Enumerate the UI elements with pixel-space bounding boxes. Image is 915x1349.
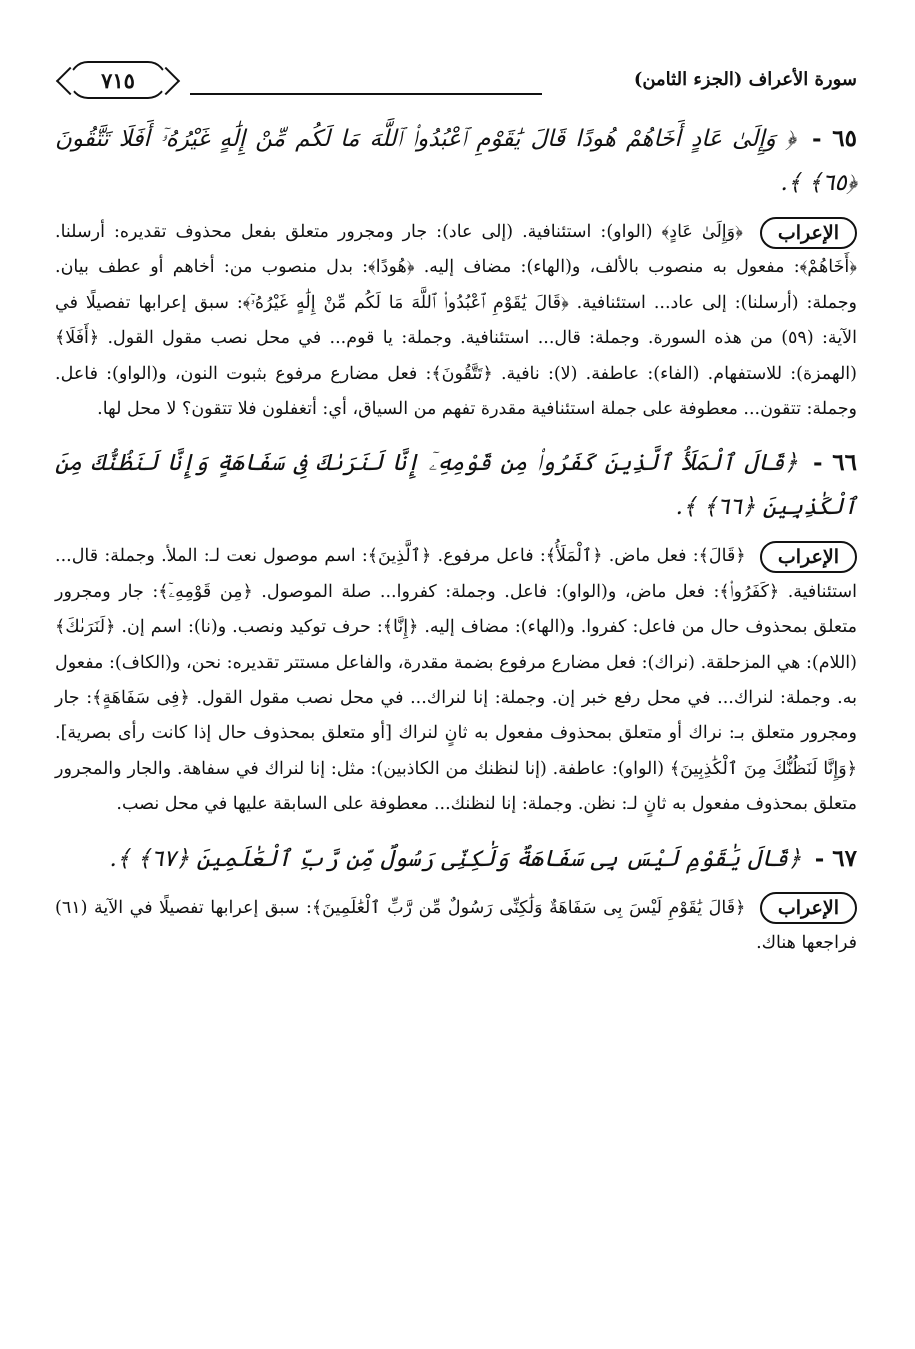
verse-number: ٦٧ - bbox=[814, 844, 857, 872]
irab-text: ﴿قَالَ﴾: فعل ماض. ﴿ٱلْمَلَأُ﴾: فاعل مرفوع. ﴿ٱلَّذِينَ﴾: اسم موصول نعت لـ: الملأ. وجملة: قال... استئنافية. ﴿كَفَرُوا۟﴾: فعل ماض، و(الواو): فاعل. وجملة: كفروا... صلة الموصول. ﴿مِن قَوْمِهِۦٓ﴾: جار ومجرور متعلق بمحذوف حال من فاعل: كفروا. و(الهاء): مضاف إليه. ﴿إِنَّا﴾: حرف توكيد ونصب. و(نا): اسم إن. ﴿لَنَرَىٰكَ﴾ (اللام): هي المزحلقة. (نراك): فعل مضارع مرفوع بضمة مقدرة، والفاعل مستتر تقديره: نحن، و(الكاف): مفعول به. وجملة: لنراك... في محل رفع خبر إن. وجملة: إنا لنراك... في محل نصب مقول القول. ﴿فِى سَفَاهَةٍ﴾: جار ومجرور متعلق بـ: نراك أو متعلق بمحذوف مفعول به ثانٍ لنراك [أو متعلق بمحذوف حال إذا كانت رأى بصرية]. ﴿وَإِنَّا لَنَظُنُّكَ مِنَ ٱلْكَٰذِبِينَ﴾ (الواو): عاطفة. (إنا لنظنك من الكاذبين): مثل: إنا لنراك في سفاهة. والجار والمجرور متعلق بمحذوف مفعول به ثانٍ لـ: نظن. وجملة: إنا لنظنك... معطوفة على السابقة عليها في محل نصب. bbox=[55, 546, 857, 815]
page-number: ٧١٥ bbox=[101, 67, 135, 93]
page-body bbox=[55, 55, 857, 1329]
header-rule bbox=[190, 93, 542, 95]
irab-text: ﴿قَالَ يَٰقَوْمِ لَيْسَ بِى سَفَاهَةٌ وَلَٰكِنِّى رَسُولٌ مِّن رَّبِّ ٱلْعَٰلَمِينَ﴾: سبق إعرابها تفصيلًا في الآية (٦١) فراجعها هناك. bbox=[55, 897, 857, 954]
verse-67 bbox=[55, 837, 857, 881]
verse-65 bbox=[55, 117, 857, 205]
irab-text: ﴿وَإِلَىٰ عَادٍ﴾ (الواو): استئنافية. (إلى عاد): جار ومجرور متعلق بفعل محذوف تقديره: أرسلنا. ﴿أَخَاهُمْ﴾: مفعول به منصوب بالألف، و(الهاء): مضاف إليه. ﴿هُودًا﴾: بدل منصوب من: أخاهم أو عطف بيان. وجملة: (أرسلنا): إلى عاد... استئنافية. ﴿قَالَ يَٰقَوْمِ ٱعْبُدُوا۟ ٱللَّهَ مَا لَكُم مِّنْ إِلَٰهٍ غَيْرُهُۥٓ﴾: سبق إعرابها تفصيلًا في الآية: (٥٩) من هذه السورة. وجملة: قال... استئنافية. وجملة: يا قوم... في محل نصب مقول القول. ﴿أَفَلَا﴾ (الهمزة): للاستفهام. (الفاء): عاطفة. (لا): نافية. ﴿تَتَّقُونَ﴾: فعل مضارع مرفوع بثبوت النون، و(الواو): فاعل. وجملة: تتقون... معطوفة على جملة استئنافية مقدرة تفهم من السياق، أي: أتغفلون فلا تتقون؟ لا محل لها. bbox=[55, 222, 857, 420]
irab-67 bbox=[55, 891, 857, 962]
page-number-badge bbox=[69, 61, 167, 99]
irab-65 bbox=[55, 215, 857, 427]
verse-number: ٦٦ - bbox=[812, 449, 857, 477]
verse-text: ﴿قَالَ يَٰقَوْمِ لَيْسَ بِى سَفَاهَةٌ وَلَٰكِنِّى رَسُولٌ مِّن رَّبِّ ٱلْعَٰلَمِينَ ﴿٦٧﴾ ﴾. bbox=[109, 845, 802, 872]
irab-label: الإعراب bbox=[760, 217, 857, 249]
verse-text: ﴿قَالَ ٱلْمَلَأُ ٱلَّذِينَ كَفَرُوا۟ مِن قَوْمِهِۦٓ إِنَّا لَنَرَىٰكَ فِى سَفَاهَةٍ وَإِنَّا لَنَظُنُّكَ مِنَ ٱلْكَٰذِبِينَ ﴿٦٦﴾ ﴾. bbox=[55, 450, 857, 521]
verse-66 bbox=[55, 441, 857, 529]
irab-label: الإعراب bbox=[760, 892, 857, 924]
verse-number: ٦٥ - bbox=[812, 125, 858, 152]
verse-text: ﴿ وَإِلَىٰ عَادٍ أَخَاهُمْ هُودًا قَالَ يَٰقَوْمِ ٱعْبُدُوا۟ ٱللَّهَ مَا لَكُم مِّنْ إِلَٰهٍ غَيْرُهُۥٓ أَفَلَا تَتَّقُونَ ﴿٦٥﴾ ﴾. bbox=[55, 126, 857, 196]
irab-label: الإعراب bbox=[760, 541, 857, 573]
page-header bbox=[55, 55, 857, 103]
surah-title: سورة الأعراف (الجزء الثامن) bbox=[633, 69, 857, 90]
irab-66 bbox=[55, 539, 857, 822]
